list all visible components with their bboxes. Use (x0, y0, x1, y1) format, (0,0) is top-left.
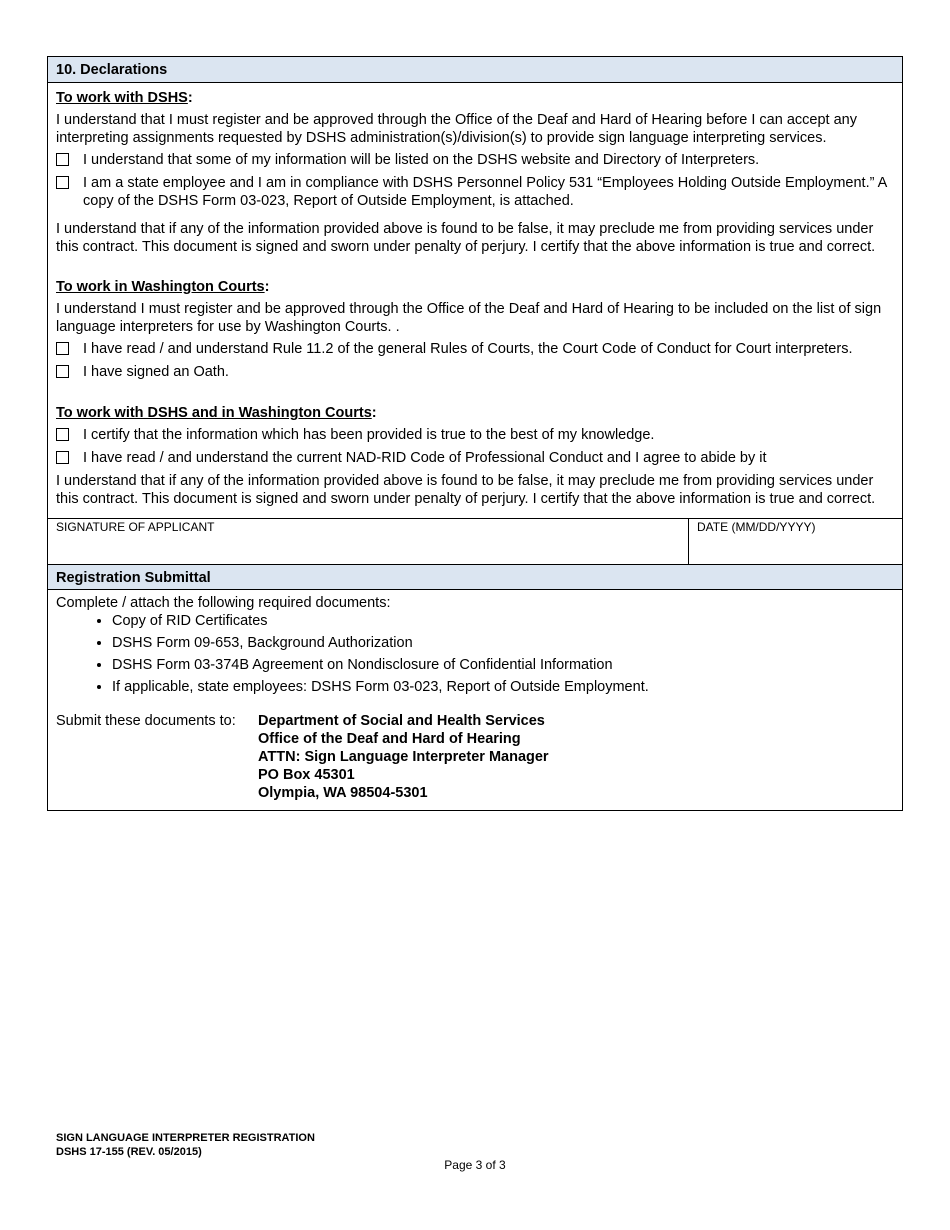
both-check-certify[interactable]: I certify that the information which has been provided is true to the best of my knowledge. (56, 426, 894, 444)
dshs-check-state-employee[interactable]: I am a state employee and I am in compliance with DSHS Personnel Policy 531 “Employees Holding Outside Employment.” A copy of the DSHS Form 03-023, Report of Outside Employment, is attached. (56, 174, 894, 210)
courts-heading: To work in Washington Courts: (56, 279, 270, 295)
mailing-address: Department of Social and Health Services Office of the Deaf and Hard of Hearing ATTN: Sign Language Interpreter Manager PO Box 45301 Olympia, WA 98504-5301 (258, 713, 549, 801)
signature-row (48, 518, 902, 564)
date-field[interactable]: DATE (MM/DD/YYYY) (697, 520, 816, 534)
both-closing: I understand that if any of the information provided above is found to be false, it may preclude me from providing services under this contract. This document is signed and sworn under penalty of perjury. I certify that the above information is true and correct. (56, 473, 876, 507)
checkbox[interactable] (56, 176, 69, 189)
section-title: 10. Declarations (48, 57, 902, 83)
checkbox[interactable] (56, 342, 69, 355)
checkbox[interactable] (56, 365, 69, 378)
list-item: • DSHS Form 03-374B Agreement on Nondisclosure of Confidential Information (112, 656, 894, 674)
form-title: SIGN LANGUAGE INTERPRETER REGISTRATION (56, 1132, 315, 1144)
signature-field[interactable]: SIGNATURE OF APPLICANT (48, 519, 689, 564)
declarations-body (48, 83, 902, 518)
registration-intro: Complete / attach the following required documents: (56, 595, 391, 611)
registration-body (48, 590, 902, 810)
submit-label: Submit these documents to: (56, 713, 236, 729)
dshs-closing: I understand that if any of the information provided above is found to be false, it may preclude me from providing services under this contract. This document is signed and sworn under penalty of perjury. I certify that the above information is true and correct. (56, 221, 876, 255)
page-number: Page 3 of 3 (444, 1158, 506, 1172)
both-heading: To work with DSHS and in Washington Courts: (56, 405, 377, 421)
submit-block (56, 712, 894, 802)
courts-intro: I understand I must register and be approved through the Office of the Deaf and Hard of Hearing to be included on the list of sign language interpreters for use by Washington Courts. . (56, 301, 882, 335)
both-check-code[interactable]: I have read / and understand the current NAD-RID Code of Professional Conduct and I agree to abide by it (56, 449, 894, 467)
courts-check-oath[interactable]: I have signed an Oath. (56, 363, 894, 381)
list-item: • DSHS Form 09-653, Background Authorization (112, 634, 894, 652)
courts-check-rule[interactable]: I have read / and understand Rule 11.2 of the general Rules of Courts, the Court Code of Conduct for Court interpreters. (56, 340, 894, 358)
list-item: • Copy of RID Certificates (112, 612, 894, 630)
declarations-form (47, 56, 903, 811)
dshs-check-directory[interactable]: I understand that some of my information will be listed on the DSHS website and Directory of Interpreters. (56, 151, 894, 169)
registration-title: Registration Submittal (48, 564, 902, 590)
checkbox[interactable] (56, 428, 69, 441)
dshs-intro: I understand that I must register and be approved through the Office of the Deaf and Hard of Hearing before I can accept any interpreting assignments requested by DSHS administration(s)/division(s) to provide sign language interpreting services. (56, 112, 857, 146)
form-number: DSHS 17-155 (REV. 05/2015) (56, 1146, 202, 1158)
form-footer (56, 1131, 315, 1159)
checkbox[interactable] (56, 451, 69, 464)
dshs-heading: To work with DSHS: (56, 90, 193, 106)
list-item: • If applicable, state employees: DSHS Form 03-023, Report of Outside Employment. (112, 678, 894, 696)
document-list (56, 612, 894, 696)
checkbox[interactable] (56, 153, 69, 166)
